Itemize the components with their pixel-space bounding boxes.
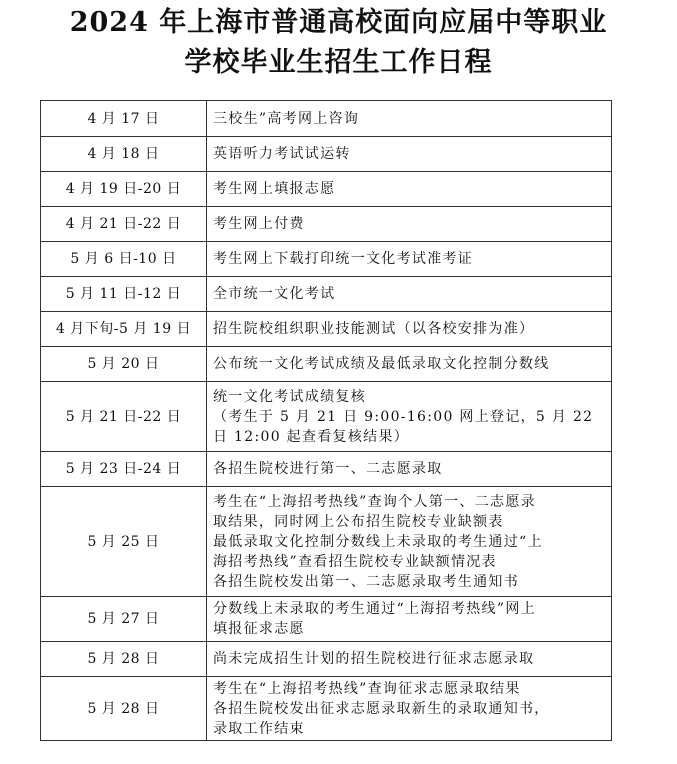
schedule-date: 4 月 17 日 [41, 101, 207, 137]
schedule-row [41, 677, 612, 741]
schedule-event [207, 312, 612, 347]
schedule-date: 5 月 28 日 [41, 677, 207, 741]
schedule-event-line: （考生于 5 月 21 日 9:00-16:00 网上登记，5 月 22 [213, 408, 594, 425]
schedule-event-line: 各招生院校进行第一、二志愿录取 [213, 461, 443, 477]
schedule-row [41, 642, 612, 677]
schedule-event-line: 英语听力考试试运转 [213, 146, 351, 162]
schedule-event-line: 考生网上付费 [213, 216, 305, 232]
schedule-date: 5 月 6 日-10 日 [41, 242, 207, 277]
schedule-date: 5 月 27 日 [41, 597, 207, 642]
schedule-event-line: 各招生院校发出第一、二志愿录取考生通知书 [213, 573, 519, 590]
schedule-event-line: 填报征求志愿 [213, 621, 305, 637]
schedule-date: 5 月 11 日-12 日 [41, 277, 207, 312]
schedule-row [41, 242, 612, 277]
schedule-event [207, 642, 612, 677]
schedule-event [207, 207, 612, 242]
schedule-row [41, 207, 612, 242]
schedule-event [207, 487, 612, 597]
schedule-event [207, 597, 612, 642]
schedule-event [207, 137, 612, 172]
schedule-date: 4 月 18 日 [41, 137, 207, 172]
schedule-table-body [41, 101, 612, 741]
schedule-event-line: 考生网上下载打印统一文化考试准考证 [213, 251, 474, 267]
schedule-row [41, 347, 612, 382]
schedule-date: 5 月 23 日-24 日 [41, 452, 207, 487]
schedule-event-line: 尚未完成招生计划的招生院校进行征求志愿录取 [213, 651, 535, 667]
schedule-event-line: 各招生院校发出征求志愿录取新生的录取通知书， [213, 700, 550, 717]
schedule-row [41, 597, 612, 642]
schedule-date: 5 月 20 日 [41, 347, 207, 382]
schedule-event [207, 382, 612, 452]
schedule-event-line: 录取工作结束 [213, 720, 305, 737]
schedule-row [41, 172, 612, 207]
schedule-date: 5 月 28 日 [41, 642, 207, 677]
schedule-event-line: 取结果，同时网上公布招生院校专业缺额表 [213, 513, 504, 530]
page-title-line-1: 2024 年上海市普通高校面向应届中等职业 [69, 7, 608, 38]
schedule-event-line: 公布统一文化考试成绩及最低录取文化控制分数线 [213, 356, 550, 372]
schedule-row [41, 137, 612, 172]
schedule-event [207, 172, 612, 207]
schedule-date: 4 月 19 日-20 日 [41, 172, 207, 207]
schedule-event-line: 最低录取文化控制分数线上未录取的考生通过“上 [213, 533, 543, 550]
schedule-event [207, 277, 612, 312]
schedule-table [40, 100, 612, 741]
schedule-event [207, 452, 612, 487]
schedule-date: 4 月 21 日-22 日 [41, 207, 207, 242]
schedule-event-line: 全市统一文化考试 [213, 286, 336, 302]
schedule-date: 4 月下旬-5 月 19 日 [41, 312, 207, 347]
schedule-event-line: 分数线上未录取的考生通过“上海招考热线”网上 [213, 601, 536, 617]
schedule-event-line: 三校生”高考网上咨询 [213, 110, 360, 127]
schedule-event-line: 招生院校组织职业技能测试（以各校安排为准） [213, 321, 535, 337]
schedule-event [207, 242, 612, 277]
schedule-row [41, 452, 612, 487]
page-title-line-2: 学校毕业生招生工作日程 [184, 47, 493, 78]
schedule-event-line: 考生在“上海招考热线”查询征求志愿录取结果 [213, 680, 521, 697]
schedule-row [41, 382, 612, 452]
schedule-event-line: 考生在“上海招考热线”查询个人第一、二志愿录 [213, 493, 536, 510]
schedule-row [41, 101, 612, 137]
schedule-event-line: 海招考热线”查看招生院校专业缺额情况表 [213, 553, 497, 570]
schedule-event-line: 日 12:00 起查看复核结果） [213, 428, 410, 445]
schedule-event [207, 677, 612, 741]
schedule-event-line: 统一文化考试成绩复核 [213, 388, 366, 405]
schedule-row [41, 312, 612, 347]
schedule-row [41, 487, 612, 597]
schedule-date: 5 月 25 日 [41, 487, 207, 597]
schedule-row [41, 277, 612, 312]
schedule-event [207, 347, 612, 382]
schedule-event [207, 101, 612, 137]
schedule-date: 5 月 21 日-22 日 [41, 382, 207, 452]
schedule-event-line: 考生网上填报志愿 [213, 181, 336, 197]
